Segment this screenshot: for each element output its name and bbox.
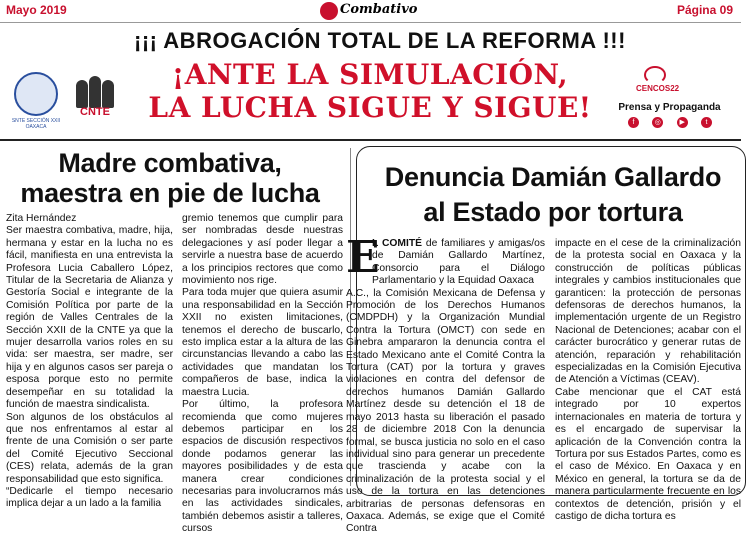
main-headline: ¡¡¡ ABROGACIÓN TOTAL DE LA REFORMA !!!: [134, 28, 626, 53]
right-article-title: [360, 160, 746, 230]
paragraph: Para toda mujer que quiera asumir una responsabilidad en la Sección XXII no existen limitaciones, tenemos el derecho de buscarlo, esto implica estar a la altura de las circunstancias llevando a cabo las actividades que mandatan los compañeros de base, indica la maestra Lucia.: [182, 287, 343, 398]
cnte-figure-icon: [76, 80, 88, 108]
right-title-line2: al Estado por tortura: [423, 197, 683, 227]
cencos-logo: [636, 66, 680, 96]
cencos-ring-icon: [644, 66, 666, 84]
sub-headline: [130, 58, 610, 124]
instagram-icon[interactable]: ◎: [652, 117, 663, 128]
author-byline: Zita Hernández: [6, 213, 77, 224]
cnte-logo: [72, 72, 118, 118]
left-article-column-1: [6, 213, 173, 511]
sub-headline-line1: ¡ANTE LA SIMULACIÓN,: [171, 58, 569, 91]
issue-month: Mayo 2019: [6, 3, 67, 17]
right-title-line1: Denuncia Damián Gallardo: [384, 162, 722, 192]
paragraph: “Dedicarle el tiempo necesario implica dejar a un lado a la familia: [6, 485, 173, 510]
top-divider: [0, 22, 741, 23]
paragraph: impacte en el cese de la criminalización de la protesta social en Oaxaca y la construcción de políticas públicas integrales y cambios institucionales que garanticen: la protección de personas defensoras de derechos humanos, la implementación urgente de un Registro Nacional de Detenciones; acabar con el carácter burocrático y generar rutas de atención, reparación y rehabilitación especializadas en la Comisión Ejecutiva de Atención a Víctimas (CEAV).: [555, 238, 741, 386]
social-links: [628, 117, 712, 129]
lead-text: de familiares y amigas/os de Damián Gallardo Martínez, Consorcio para el Diálogo Parlamentario y la Equidad Oaxaca: [372, 238, 545, 287]
lead-paragraph: [346, 232, 545, 288]
drop-cap: E: [346, 232, 380, 283]
left-title-line1: Madre combativa,: [58, 148, 282, 178]
right-article-column-1: [346, 232, 545, 536]
section-divider: [0, 139, 741, 141]
twitter-icon[interactable]: t: [701, 117, 712, 128]
cnte-label: CNTE: [80, 106, 110, 118]
left-article-column-2: [182, 213, 343, 536]
youtube-icon[interactable]: ▶: [677, 117, 688, 128]
cnte-figure-icon: [102, 80, 114, 108]
left-title-line2: maestra en pie de lucha: [20, 178, 320, 208]
page-number: Página 09: [676, 3, 733, 17]
left-article-title: [20, 148, 320, 208]
prensa-label: Prensa y Propaganda: [618, 102, 721, 113]
facebook-icon[interactable]: f: [628, 117, 639, 128]
paragraph: A.C., la Comisión Mexicana de Defensa y Promoción de los Derechos Humanos (CMDPDH) y la Organización Mundial Contra la Tortura (OMCT) con sede en Ginebra ampararon la denuncia contra el Estado Mexicano ante el Comité Contra la Tortura (CAT) por la tortura y graves violaciones en contra del defensor de derechos humanos Damián Gallardo Martínez desde su detención el 18 de mayo 2013 hasta su liberación el pasado 28 de diciembre 2018 Con la denuncia formal, se busca justicia no solo en el caso individual sino para generar un precedente que trascienda y acabe con la criminalización de la protesta social y el uso de la tortura en las detenciones arbitrarias de personas defensoras en Oaxaca. Además, se exige que el Comité Contra: [346, 287, 545, 535]
sub-headline-line2: LA LUCHA SIGUE Y SIGUE!: [148, 91, 592, 124]
paragraph: Son algunos de los obstáculos al que nos enfrentamos al estar al frente de una Comisión o ser parte del Comité Ejecutivo Seccional (CES) relata, además de la gran responsabilidad que esto significa.: [6, 411, 173, 485]
cnte-figure-icon: [89, 76, 101, 108]
snte-seal-icon: [14, 72, 58, 116]
top-bar: [0, 0, 741, 22]
paragraph: gremio tenemos que cumplir para ser nombradas desde nuestras delegaciones y así poder llegar a servirle a nuestra base de acuerdo a los principios rectores que como movimiento nos rige.: [182, 213, 343, 287]
seal-caption: SNTE SECCIÓN XXII OAXACA: [11, 118, 61, 130]
logo-text: Combativo: [340, 2, 418, 17]
lead-strong: L COMITÉ: [372, 238, 422, 249]
right-article-column-2: [555, 238, 741, 523]
paragraph: Cabe mencionar que el CAT está integrado por 10 expertos internacionales en materia de tortura y es el encargado de supervisar la aplicación de la Convención contra la Tortura por sus Estados Partes, como es el caso de México. En Oaxaca y en México en general, la tortura se da de manera particularmente frecuente en los contextos de detención, prisión y el castigo de dicha tortura es: [555, 386, 741, 522]
paragraph: Por último, la profesora recomienda que como mujeres debemos participar en los espacios de discusión respectivos donde podamos generar las mayores posibilidades y de esta manera crear condiciones necesarias para involucrarnos más en las actividades sindicales, también debemos asistir a talleres, cursos: [182, 399, 343, 535]
paragraph: Ser maestra combativa, madre, hija, hermana y estar en la lucha no es fácil, manifiesta en una entrevista la Profesora Lucia Caballero López, Titular de la Secretaria de Alianza y Gestoría Social e integrante de la Comisión Política por parte de la región de Valles Centrales de la Sección XXII de la CNTE ya que la mujer desarrolla varios roles en su vida: ser maestra, ser madre, ser hija y en algunos casos ser pareja o esposa porque esto no permite desempeñar en su totalidad la función de maestra sindicalista.: [6, 225, 173, 411]
combativo-logo: [320, 1, 420, 21]
cencos-label: CENCOS22: [636, 84, 680, 93]
logo-mark-icon: [320, 2, 338, 20]
